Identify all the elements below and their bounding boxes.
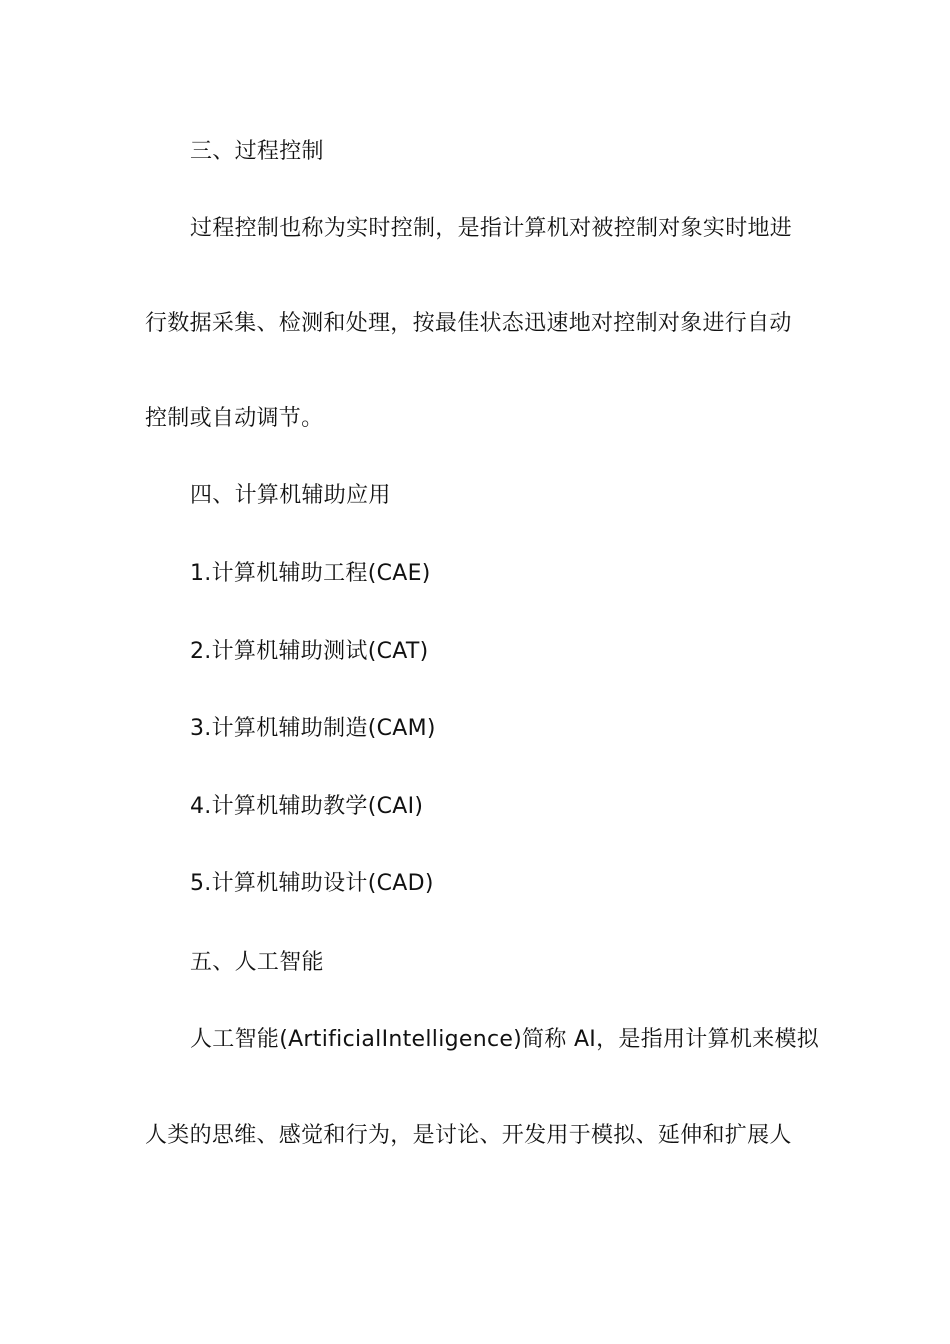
list-item: 2.计算机辅助测试(CAT) (190, 639, 429, 664)
paragraph-line: 人类的思维、感觉和行为，是讨论、开发用于模拟、延伸和扩展人 (145, 1123, 792, 1148)
paragraph-line: 人工智能(ArtificialIntelligence)简称 AI，是指用计算机来模拟 (190, 1027, 820, 1052)
section-heading-process-control: 三、过程控制 (190, 139, 324, 164)
section-heading-ai: 五、人工智能 (190, 950, 324, 975)
list-item: 4.计算机辅助教学(CAI) (190, 794, 424, 819)
paragraph-line: 控制或自动调节。 (145, 406, 324, 431)
section-heading-computer-aided: 四、计算机辅助应用 (190, 483, 391, 508)
list-item: 1.计算机辅助工程(CAE) (190, 561, 431, 586)
paragraph-line: 过程控制也称为实时控制，是指计算机对被控制对象实时地进 (190, 216, 793, 241)
list-item: 3.计算机辅助制造(CAM) (190, 716, 436, 741)
list-item: 5.计算机辅助设计(CAD) (190, 871, 434, 896)
paragraph-line: 行数据采集、检测和处理，按最佳状态迅速地对控制对象进行自动 (145, 311, 792, 336)
